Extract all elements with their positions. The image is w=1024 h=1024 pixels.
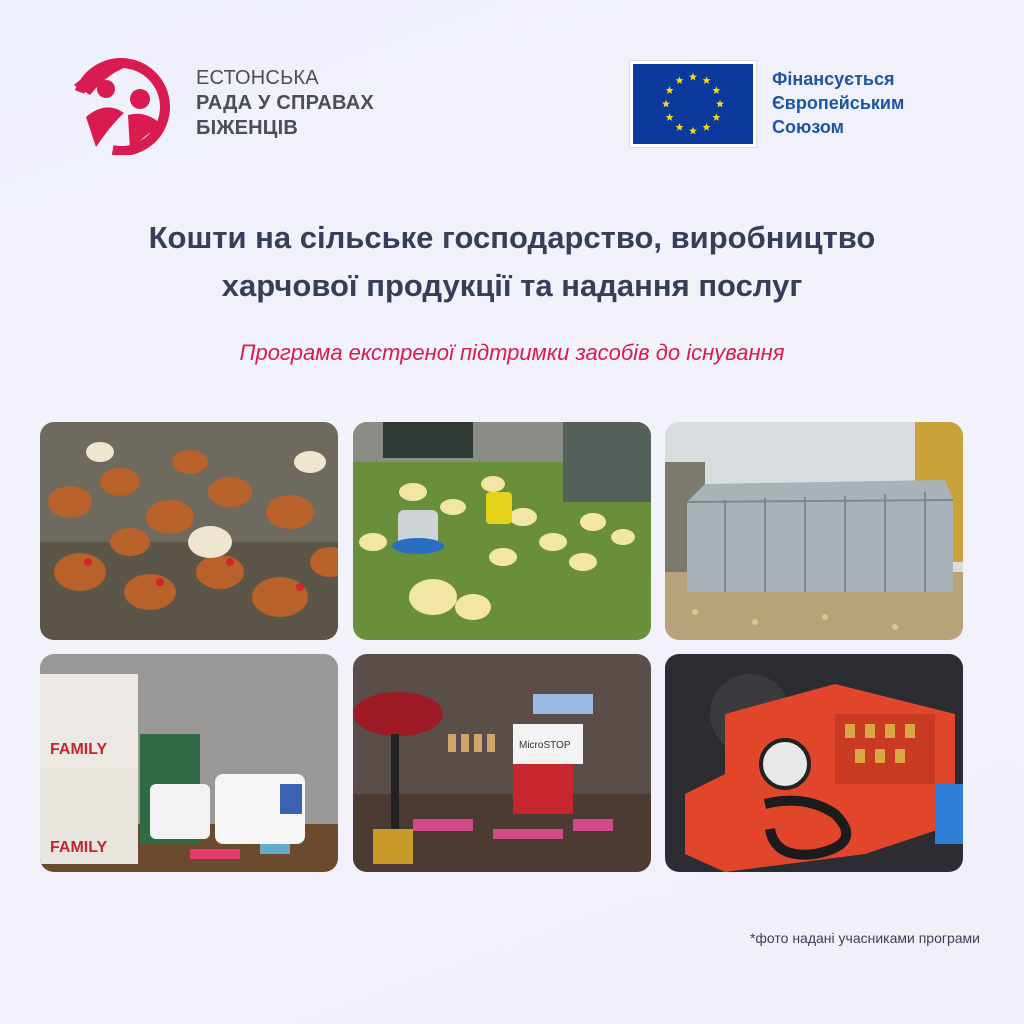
organization-name-line3: БІЖЕНЦІВ — [196, 117, 299, 139]
pressure-gauge-toolkit-photo-icon — [665, 654, 963, 872]
page-title-line1: Кошти на сільське господарство, виробництво — [148, 220, 876, 255]
greenhouse-photo-icon — [665, 422, 963, 640]
manicure-supplies-photo-icon — [353, 654, 651, 872]
organization-name — [196, 66, 374, 141]
eu-flag-icon — [630, 61, 756, 147]
organization-name-line2: РАДА У СПРАВАХ — [196, 92, 374, 114]
refugee-council-logo-icon — [66, 55, 176, 155]
svg-text:FAMILY: FAMILY — [50, 839, 108, 856]
page-title — [40, 214, 984, 310]
svg-text:FAMILY: FAMILY — [50, 741, 108, 758]
eu-funding-text — [772, 67, 904, 139]
svg-text:MicroSTOP: MicroSTOP — [519, 740, 571, 751]
ducklings-photo-icon — [353, 422, 651, 640]
organization-name-line1: ЕСТОНСЬКА — [196, 67, 319, 89]
eu-funding-line3: Союзом — [772, 117, 844, 137]
sewing-machines-photo-icon — [40, 654, 338, 872]
photo-credit-footnote: *фото надані учасниками програми — [749, 930, 980, 946]
chickens-photo-icon — [40, 422, 338, 640]
page-title-line2: харчової продукції та надання послуг — [221, 268, 803, 303]
program-subtitle: Програма екстреної підтримки засобів до існування — [239, 340, 785, 365]
eu-funding-line2: Європейським — [772, 93, 905, 113]
eu-funding-line1: Фінансується — [772, 69, 895, 89]
